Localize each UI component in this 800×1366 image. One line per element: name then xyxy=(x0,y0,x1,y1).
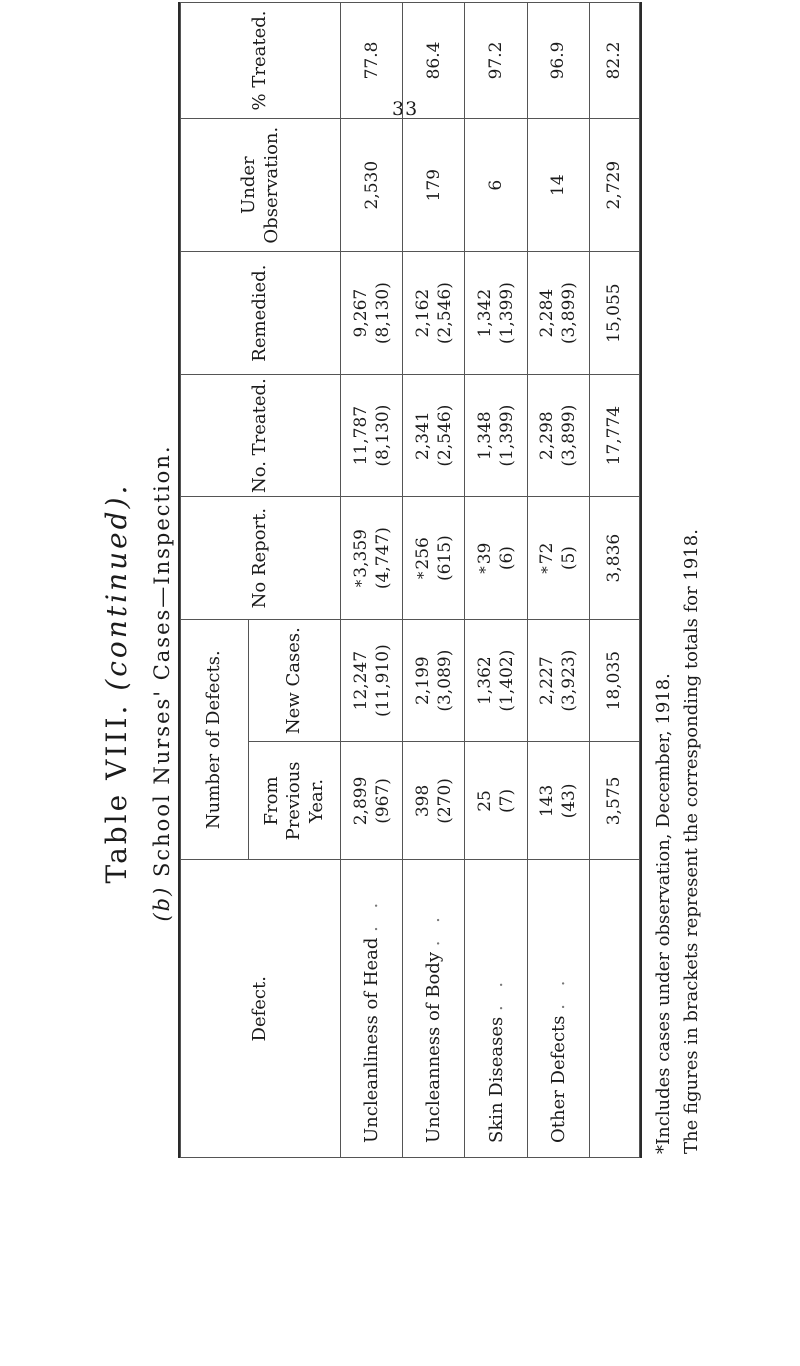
footnotes xyxy=(650,2,706,1158)
cell-no-treated: 1,348 (1,399) xyxy=(465,374,527,497)
total-new-cases: 18,035 xyxy=(589,619,639,742)
cell-new-cases: 2,227 (3,923) xyxy=(527,619,589,742)
footnote-star: *Includes cases under observation, December, 1918. xyxy=(653,673,674,1154)
footnote-brackets: The figures in brackets represent the corresponding totals for 1918. xyxy=(681,529,702,1154)
cell-from-previous-year: 398 (270) xyxy=(403,742,465,860)
cell-pct-treated: 77.8 xyxy=(341,3,403,119)
table-title xyxy=(100,0,133,1366)
total-no-report: 3,836 xyxy=(589,497,639,620)
header-from-previous-year: From Previous Year. xyxy=(249,742,341,860)
cell-no-report: *39 (6) xyxy=(465,497,527,620)
total-from-previous-year: 3,575 xyxy=(589,742,639,860)
cell-remedied: 2,284 (3,899) xyxy=(527,252,589,375)
cell-under-observation: 2,530 xyxy=(341,118,403,251)
cell-pct-treated: 86.4 xyxy=(403,3,465,119)
header-no-treated: No. Treated. xyxy=(181,374,341,497)
header-remedied: Remedied. xyxy=(181,252,341,375)
cell-remedied: 9,267 (8,130) xyxy=(341,252,403,375)
cell-no-treated: 2,341 (2,546) xyxy=(403,374,465,497)
cell-under-observation: 179 xyxy=(403,118,465,251)
cell-pct-treated: 97.2 xyxy=(465,3,527,119)
cell-no-report: *256 (615) xyxy=(403,497,465,620)
cell-remedied: 2,162 (2,546) xyxy=(403,252,465,375)
cell-new-cases: 12,247 (11,910) xyxy=(341,619,403,742)
cell-new-cases: 1,362 (1,402) xyxy=(465,619,527,742)
row-defect-label: Other Defects . . xyxy=(527,860,589,1158)
table-subtitle xyxy=(150,0,174,1366)
total-under-observation: 2,729 xyxy=(589,118,639,251)
table-title-continued: (continued). xyxy=(100,482,133,691)
subtitle-prefix: (b) xyxy=(150,885,174,922)
header-number-of-defects: Number of Defects. xyxy=(181,619,249,860)
row-defect-label: Uncleanliness of Head . . xyxy=(341,860,403,1158)
totals-row xyxy=(589,3,639,1158)
table-row xyxy=(403,3,465,1158)
row-defect-label: Skin Diseases . . xyxy=(465,860,527,1158)
header-no-report: No Report. xyxy=(181,497,341,620)
cell-from-previous-year: 25 (7) xyxy=(465,742,527,860)
cell-new-cases: 2,199 (3,089) xyxy=(403,619,465,742)
header-under-observation: Under Observation. xyxy=(181,118,341,251)
cell-under-observation: 6 xyxy=(465,118,527,251)
header-new-cases: New Cases. xyxy=(249,619,341,742)
cell-under-observation: 14 xyxy=(527,118,589,251)
total-remedied: 15,055 xyxy=(589,252,639,375)
cell-no-report: *72 (5) xyxy=(527,497,589,620)
cell-no-treated: 11,787 (8,130) xyxy=(341,374,403,497)
page-number: 33 xyxy=(392,98,419,120)
cell-no-report: *3,359 (4,747) xyxy=(341,497,403,620)
defects-table xyxy=(180,2,640,1158)
table-title-text: Table VIII. xyxy=(100,702,133,884)
cell-pct-treated: 96.9 xyxy=(527,3,589,119)
table-frame xyxy=(178,2,642,1158)
header-defect: Defect. xyxy=(181,860,341,1158)
cell-remedied: 1,342 (1,399) xyxy=(465,252,527,375)
total-pct-treated: 82.2 xyxy=(589,3,639,119)
totals-label-cell xyxy=(589,860,639,1158)
table-row xyxy=(341,3,403,1158)
cell-from-previous-year: 143 (43) xyxy=(527,742,589,860)
total-no-treated: 17,774 xyxy=(589,374,639,497)
cell-from-previous-year: 2,899 (967) xyxy=(341,742,403,860)
row-defect-label: Uncleanness of Body . . xyxy=(403,860,465,1158)
header-pct-treated: % Treated. xyxy=(181,3,341,119)
table-row xyxy=(465,3,527,1158)
cell-no-treated: 2,298 (3,899) xyxy=(527,374,589,497)
subtitle-text: School Nurses' Cases—Inspection. xyxy=(150,444,174,877)
table-row xyxy=(527,3,589,1158)
